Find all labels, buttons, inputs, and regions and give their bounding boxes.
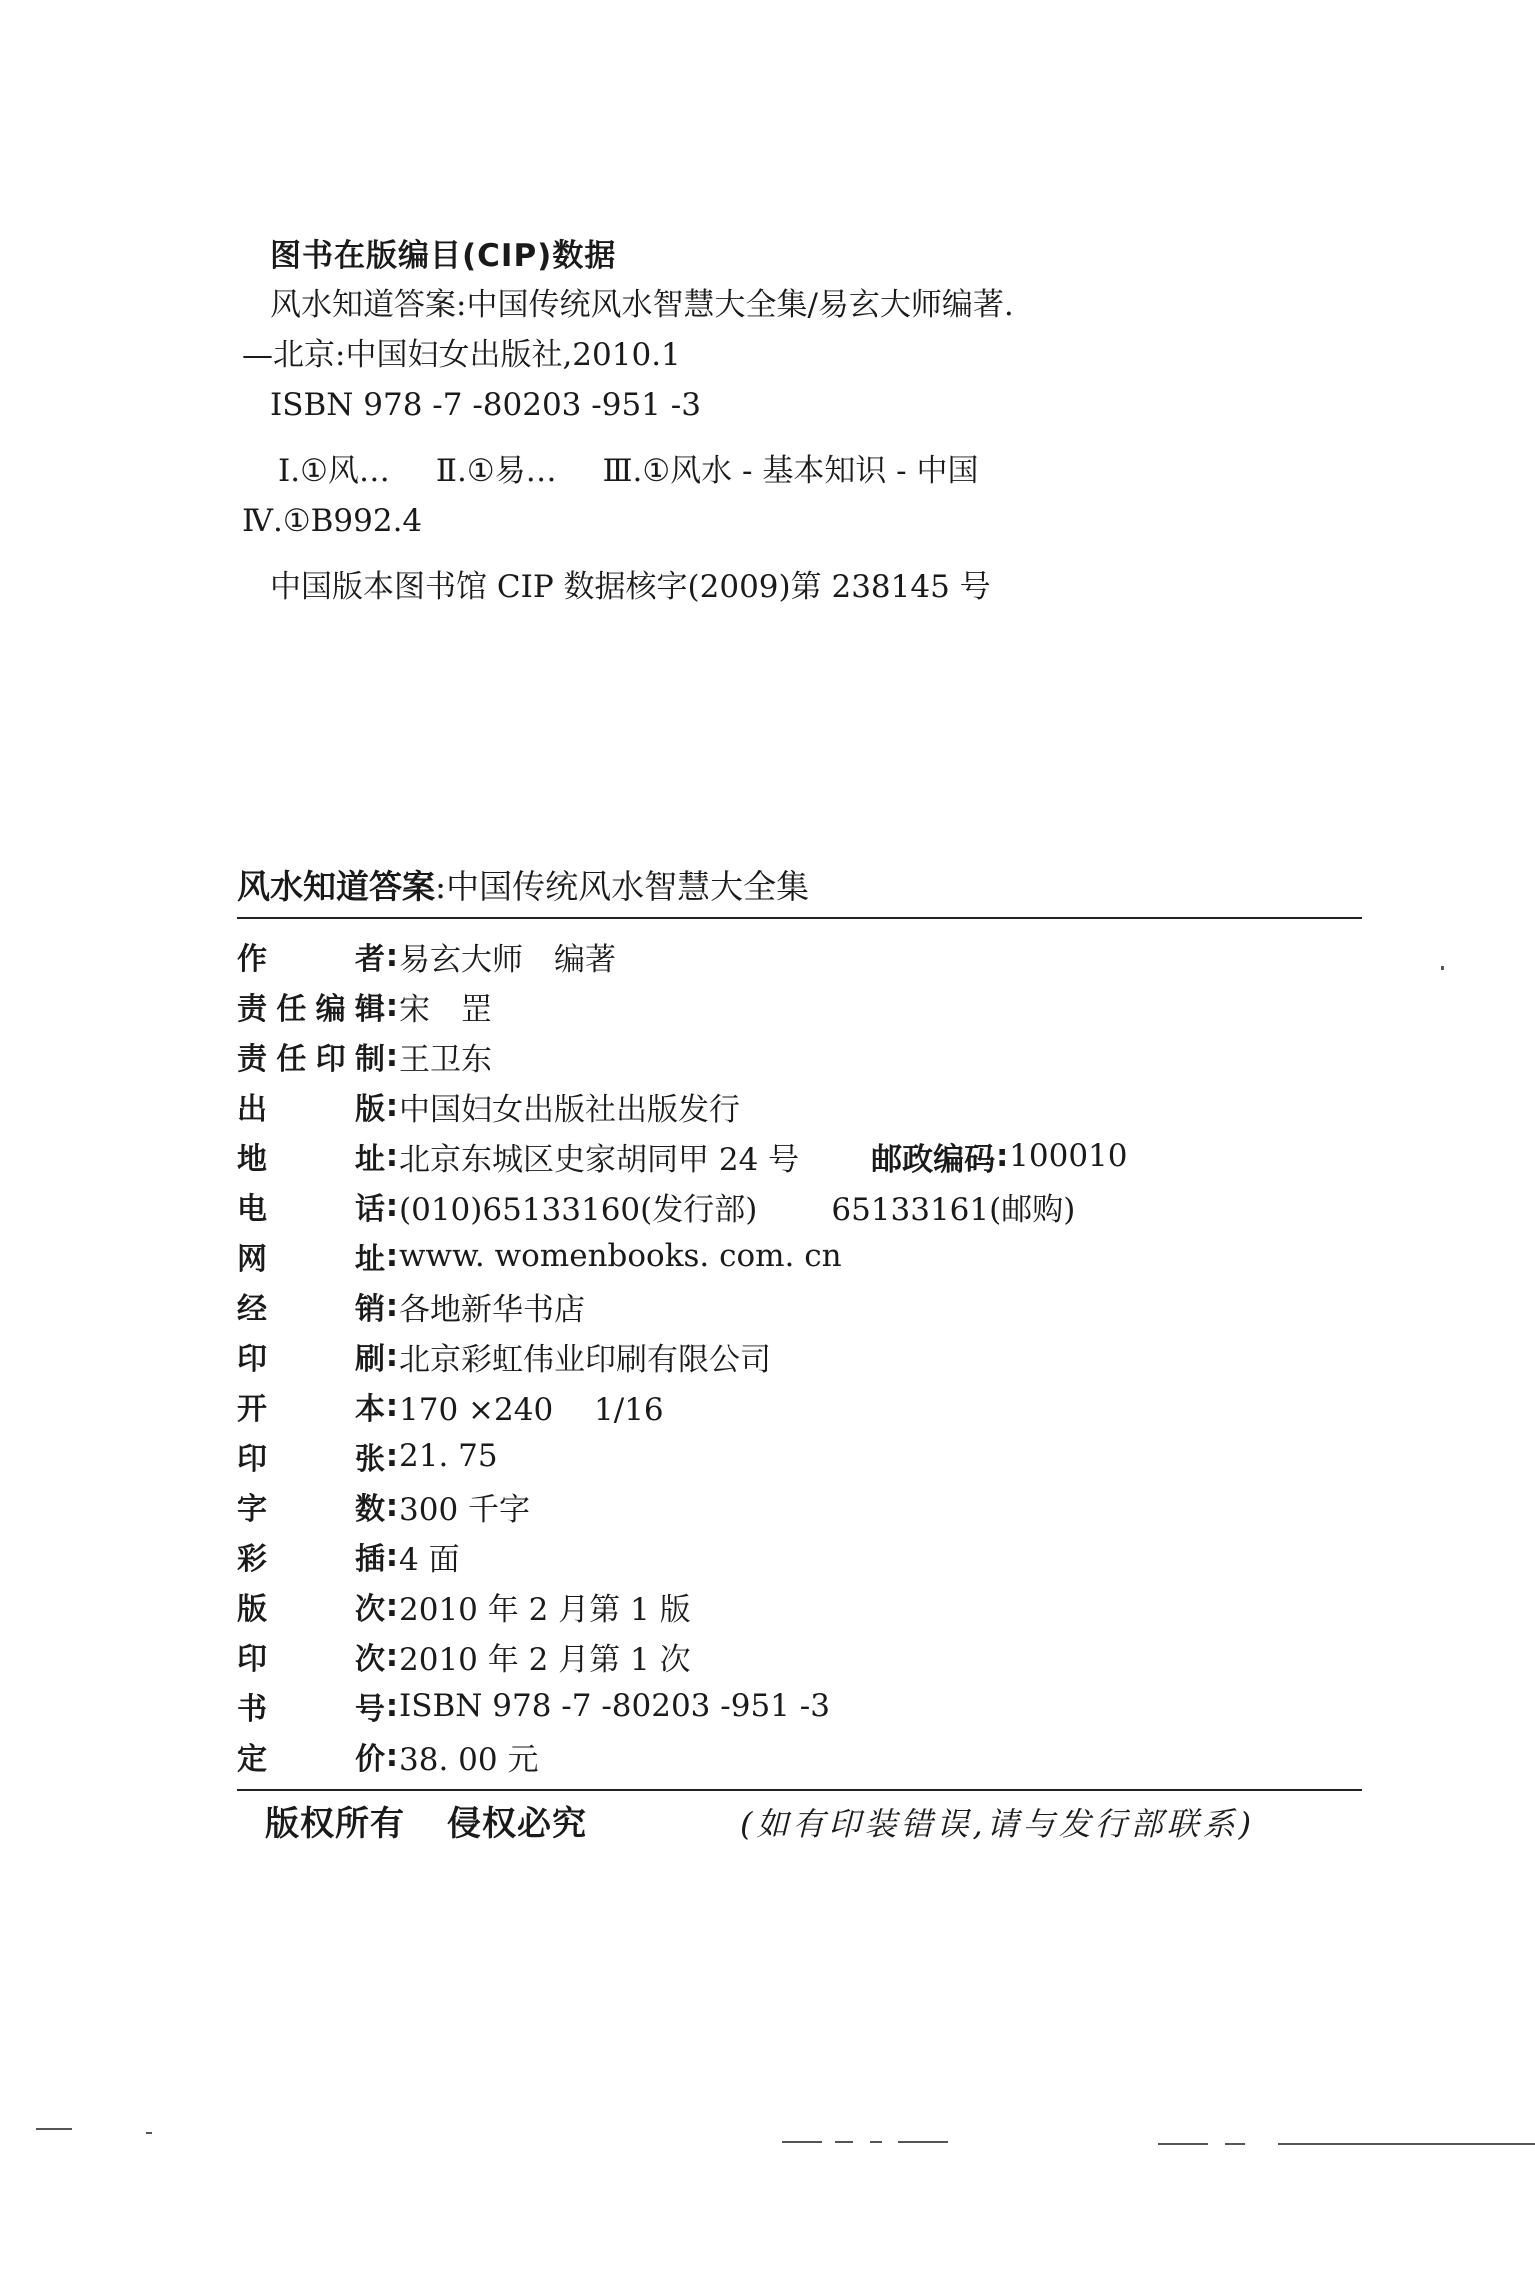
label-colon: : <box>385 1038 399 1074</box>
info-row <box>237 931 1362 981</box>
scan-artifact <box>835 2141 853 2143</box>
label-colon: : <box>385 1138 399 1174</box>
label-colon: : <box>385 1238 399 1274</box>
label-char: 销 <box>355 1292 385 1327</box>
label-char: 网 <box>237 1242 267 1277</box>
label-colon: : <box>995 1138 1009 1174</box>
colophon-block <box>237 863 1362 1791</box>
cip-class-3: Ⅲ.①风水 - 基本知识 - 中国 <box>602 453 979 489</box>
book-title-sub: :中国传统风水智慧大全集 <box>435 867 810 906</box>
label-colon: : <box>385 1188 399 1224</box>
rights-line <box>265 1796 1345 1852</box>
scan-artifact <box>870 2141 882 2143</box>
label-colon: : <box>385 938 399 974</box>
label-char: 开 <box>237 1392 267 1427</box>
info-label <box>237 1334 385 1378</box>
label-char: 址 <box>355 1242 385 1277</box>
info-label <box>237 1384 385 1428</box>
scan-artifact <box>1278 2143 1535 2145</box>
bottom-rule <box>237 1789 1362 1791</box>
rights-reserved <box>265 1804 629 1844</box>
info-row <box>237 1231 1362 1281</box>
label-char: 责 <box>237 992 267 1027</box>
info-label <box>237 1234 385 1278</box>
cip-classification <box>278 446 1270 496</box>
info-label <box>237 984 385 1028</box>
info-row <box>237 1731 1362 1781</box>
info-label <box>237 1284 385 1328</box>
info-label <box>237 1434 385 1478</box>
label-char: 制 <box>354 1042 385 1077</box>
cip-note: 中国版本图书馆 CIP 数据核字(2009)第 238145 号 <box>270 569 991 605</box>
scan-artifact <box>1158 2143 1208 2145</box>
info-row <box>237 1631 1362 1681</box>
label-char: 刷 <box>355 1342 385 1377</box>
info-value: ISBN 978 -7 -80203 -951 -3 <box>399 1688 830 1724</box>
label-colon: : <box>385 1538 399 1574</box>
label-char: 插 <box>355 1542 385 1577</box>
label-char: 经 <box>237 1292 267 1327</box>
label-char: 书 <box>237 1692 267 1727</box>
info-value: 北京彩虹伟业印刷有限公司 <box>399 1341 771 1378</box>
info-label <box>237 934 385 978</box>
info-value: www. womenbooks. com. cn <box>399 1238 842 1274</box>
label-char: 版 <box>355 1092 385 1127</box>
label-colon: : <box>385 1588 399 1624</box>
info-row <box>237 1281 1362 1331</box>
info-value: 170 ×240 1/16 <box>399 1391 664 1428</box>
top-rule <box>237 917 1362 919</box>
book-title <box>237 863 1362 911</box>
info-value: (010)65133160(发行部) <box>399 1191 758 1228</box>
label-char: 任 <box>276 1042 307 1077</box>
info-row <box>237 1331 1362 1381</box>
info-value: 38. 00 元 <box>399 1741 539 1778</box>
info-label <box>237 1084 385 1128</box>
label-colon: : <box>385 1088 399 1124</box>
label-colon: : <box>385 1388 399 1424</box>
postal-code-label: 邮政编码 <box>871 1141 996 1178</box>
label-char: 话 <box>355 1192 385 1227</box>
scan-artifact <box>1225 2143 1245 2145</box>
info-value: 2010 年 2 月第 1 版 <box>399 1591 691 1628</box>
rights-text-1: 版权所有 <box>265 1804 405 1844</box>
scan-artifact <box>146 2132 152 2134</box>
info-value: 宋 罡 <box>399 991 492 1028</box>
label-char: 本 <box>355 1392 385 1427</box>
cip-title-line: 风水知道答案:中国传统风水智慧大全集/易玄大师编著. <box>270 287 1014 323</box>
label-char: 印 <box>315 1042 346 1077</box>
label-char: 编 <box>315 992 346 1027</box>
book-title-main: 风水知道答案 <box>237 867 435 906</box>
label-char: 价 <box>355 1742 385 1777</box>
info-value: 4 面 <box>399 1541 460 1578</box>
info-label <box>237 1134 385 1178</box>
rights-contact-note: (如有印装错误,请与发行部联系) <box>740 1805 1256 1843</box>
info-label <box>237 1634 385 1678</box>
info-row <box>237 1031 1362 1081</box>
info-label <box>237 1734 385 1778</box>
info-label <box>237 1534 385 1578</box>
info-value: 易玄大师 编著 <box>399 941 616 978</box>
info-label <box>237 1184 385 1228</box>
label-char: 印 <box>237 1642 267 1677</box>
info-row <box>237 1681 1362 1731</box>
label-char: 辑 <box>354 992 385 1027</box>
scan-artifact <box>898 2141 948 2143</box>
label-char: 印 <box>237 1342 267 1377</box>
label-char: 址 <box>355 1142 385 1177</box>
label-colon: : <box>385 1438 399 1474</box>
label-char: 版 <box>237 1592 267 1627</box>
info-row <box>237 1081 1362 1131</box>
label-colon: : <box>385 1338 399 1374</box>
cip-class-2: Ⅱ.①易… <box>435 453 557 489</box>
label-char: 字 <box>237 1492 267 1527</box>
info-value: 各地新华书店 <box>399 1291 585 1328</box>
info-value: 王卫东 <box>399 1041 492 1078</box>
info-row <box>237 1181 1362 1231</box>
label-char: 数 <box>355 1492 385 1527</box>
info-row <box>237 1131 1362 1181</box>
label-char: 印 <box>237 1442 267 1477</box>
info-row <box>237 1581 1362 1631</box>
label-colon: : <box>385 1738 399 1774</box>
label-char: 张 <box>355 1442 385 1477</box>
cip-class-1: Ⅰ.①风… <box>278 453 390 489</box>
label-char: 电 <box>237 1192 267 1227</box>
cip-isbn-line: ISBN 978 -7 -80203 -951 -3 <box>270 387 701 423</box>
info-value: 300 千字 <box>399 1491 531 1528</box>
scan-artifact <box>36 2128 72 2130</box>
info-label <box>237 1584 385 1628</box>
label-colon: : <box>385 1288 399 1324</box>
info-value: 2010 年 2 月第 1 次 <box>399 1641 691 1678</box>
info-value: 21. 75 <box>399 1438 498 1474</box>
cip-heading: 图书在版编目(CIP)数据 <box>270 238 617 274</box>
info-value: 中国妇女出版社出版发行 <box>399 1091 740 1128</box>
info-row <box>237 1431 1362 1481</box>
label-char: 号 <box>355 1692 385 1727</box>
cip-block <box>242 232 1270 612</box>
info-label <box>237 1684 385 1728</box>
cip-publisher-line: —北京:中国妇女出版社,2010.1 <box>242 337 681 373</box>
label-colon: : <box>385 1638 399 1674</box>
mail-order-phone: 65133161(邮购) <box>831 1191 1076 1228</box>
info-row <box>237 1381 1362 1431</box>
label-char: 地 <box>237 1142 267 1177</box>
label-char: 次 <box>355 1642 385 1677</box>
label-char: 次 <box>355 1592 385 1627</box>
label-char: 彩 <box>237 1542 267 1577</box>
label-char: 定 <box>237 1742 267 1777</box>
label-colon: : <box>385 1488 399 1524</box>
info-row <box>237 1531 1362 1581</box>
label-char: 作 <box>237 942 267 977</box>
label-char: 责 <box>237 1042 267 1077</box>
scan-artifact <box>1441 966 1444 970</box>
label-char: 任 <box>276 992 307 1027</box>
info-row <box>237 981 1362 1031</box>
info-label <box>237 1034 385 1078</box>
colophon-rows <box>237 931 1362 1781</box>
info-row <box>237 1481 1362 1531</box>
rights-text-2: 侵权必究 <box>447 1804 587 1844</box>
postal-code-value: 100010 <box>1009 1138 1128 1174</box>
label-char: 者 <box>355 942 385 977</box>
info-value: 北京东城区史家胡同甲 24 号 <box>399 1141 800 1178</box>
label-colon: : <box>385 1688 399 1724</box>
label-char: 出 <box>237 1092 267 1127</box>
cip-classification-2: Ⅳ.①B992.4 <box>242 503 423 539</box>
info-label <box>237 1484 385 1528</box>
scan-artifact <box>782 2141 822 2143</box>
label-colon: : <box>385 988 399 1024</box>
